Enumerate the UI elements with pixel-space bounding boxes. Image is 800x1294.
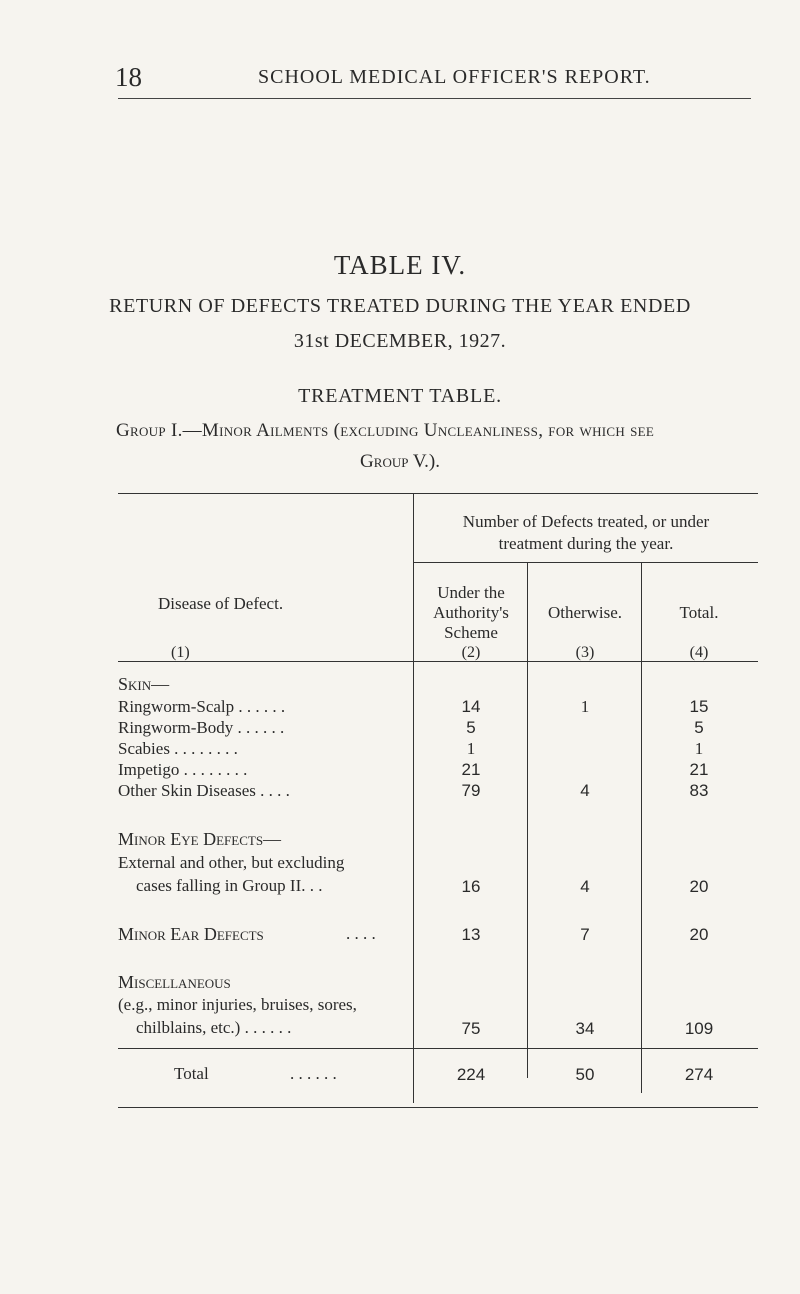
ear-value: 20 (689, 925, 709, 944)
misc-line-1: (e.g., minor injuries, bruises, sores, (118, 995, 357, 1014)
page-number: 18 (115, 62, 142, 92)
group-heading-line-2: Group V.). (360, 451, 440, 472)
header-rule (118, 98, 751, 99)
ear-label: Minor Ear Defects (118, 924, 264, 944)
total-top-rule (118, 1048, 758, 1049)
disease-header: Disease of Defect. (158, 594, 284, 613)
col2-header: Under the Authority's Scheme (2) (433, 583, 509, 661)
misc-heading: Miscellaneous (118, 972, 231, 992)
total-value: 50 (575, 1065, 595, 1084)
report-title: SCHOOL MEDICAL OFFICER'S REPORT. (258, 66, 651, 88)
col1-number: (1) (171, 644, 190, 661)
misc-value: 34 (575, 1019, 595, 1038)
total-divider-2 (527, 1048, 528, 1078)
row-value: 79 (461, 781, 481, 800)
span-header: Number of Defects treated, or under treatment during the year. (462, 512, 710, 553)
column-divider-3 (641, 562, 642, 1048)
table-title: TABLE IV. (333, 250, 467, 280)
subheader-rule (414, 562, 758, 563)
table-bottom-rule (118, 1107, 758, 1108)
row-label: Ringworm-Body . . . . . . (118, 718, 285, 737)
misc-line-2: chilblains, etc.) . . . . . . (136, 1018, 292, 1037)
total-label: Total (174, 1064, 209, 1083)
header-bottom-rule (118, 661, 758, 662)
ear-value: 13 (461, 925, 481, 944)
row-value: 1 (466, 739, 476, 758)
ear-dots: . . . . (346, 924, 376, 943)
skin-heading: Skin— (118, 674, 170, 694)
row-value: 5 (694, 718, 704, 737)
eye-line-2: cases falling in Group II. . . (136, 876, 323, 895)
eye-heading: Minor Eye Defects— (118, 829, 282, 849)
eye-value: 20 (689, 877, 709, 896)
eye-value: 4 (580, 877, 590, 896)
table-top-rule (118, 493, 758, 494)
column-divider-2 (527, 562, 528, 1048)
eye-value: 16 (461, 877, 481, 896)
row-value: 1 (694, 739, 704, 758)
column-divider-1 (413, 493, 414, 1103)
total-value: 274 (684, 1065, 714, 1084)
row-value: 4 (580, 781, 590, 800)
col3-header: Otherwise. (3) (547, 603, 623, 661)
row-value: 21 (461, 760, 481, 779)
row-label: Impetigo . . . . . . . . (118, 760, 248, 779)
row-label: Ringworm-Scalp . . . . . . (118, 697, 286, 716)
misc-value: 75 (461, 1019, 481, 1038)
row-value: 83 (689, 781, 709, 800)
total-value: 224 (456, 1065, 486, 1084)
ear-value: 7 (580, 925, 590, 944)
row-label: Other Skin Diseases . . . . (118, 781, 290, 800)
return-line-1: RETURN OF DEFECTS TREATED DURING THE YEAR ENDED (109, 295, 691, 317)
row-value: 15 (689, 697, 709, 716)
total-divider-3 (641, 1048, 642, 1093)
col4-header: Total. (4) (679, 603, 719, 661)
row-value: 5 (466, 718, 476, 737)
row-label: Scabies . . . . . . . . (118, 739, 238, 758)
row-value: 1 (580, 697, 590, 716)
return-line-2: 31st DECEMBER, 1927. (293, 330, 507, 352)
page-header (0, 62, 800, 92)
misc-value: 109 (684, 1019, 714, 1038)
eye-line-1: External and other, but excluding (118, 853, 345, 872)
treatment-table-heading: TREATMENT TABLE. (298, 385, 502, 407)
group-heading-line-1: Group I.—Minor Ailments (excluding Uncleanliness, for which see (116, 420, 655, 441)
row-value: 21 (689, 760, 709, 779)
total-dots: . . . . . . (290, 1064, 337, 1083)
row-value: 14 (461, 697, 481, 716)
